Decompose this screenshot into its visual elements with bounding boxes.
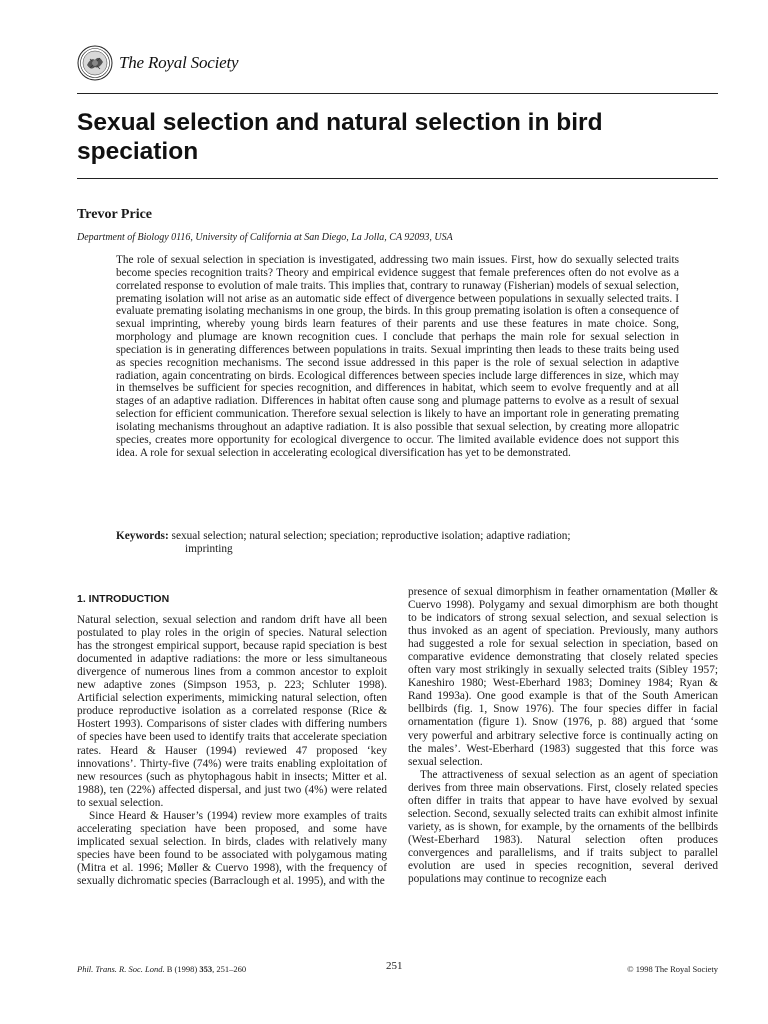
journal-name: Phil. Trans. R. Soc. Lond. [77,964,165,974]
keywords [116,530,679,556]
journal-citation [77,964,246,974]
abstract-text: The role of sexual selection in speciation is investigated, addressing two main issues. First, how do sexually selected traits become species recognition traits? Theory and empirical evidence suggest that female preferences often do not evolve as a correlated response to evolution of male traits. This implies that, contrary to runaway (Fisherian) models of sexual selection, premating isolation will not arise as an automatic side effect of divergence between populations in sexually selected traits. I evaluate premating isolating mechanisms in one group, the birds. In this group premating isolation is often a consequence of sexual imprinting, whereby young birds learn features of their parents and use these features in mate choice. Song, morphology and plumage are known recognition cues. I conclude that perhaps the main role for sexual selection in speciation is in generating differences between populations in traits. Sexual imprinting then leads to these traits being used as species recognition mechanisms. The second issue addressed in this paper is the role of sexual selection in adaptive radiation, again concentrating on birds. Ecological differences between species include large differences in size, which may in themselves be sufficient for species recognition, and differences in habitat, which seem to evolve frequently and at all stages of an adaptive radiation. Differences in habitat often cause song and plumage patterns to evolve as a result of sexual selection for efficient communication. Therefore sexual selection is likely to have an important role in generating premating isolating mechanisms throughout an adaptive radiation. It is also possible that sexual selection, by creating more allopatric species, creates more opportunity for ecological divergence to occur. The limited available evidence does not support this idea. A role for sexual selection in accelerating ecological diversification has yet to be demonstrated. [116,254,679,459]
header-rule [77,93,718,94]
publisher-logo [77,45,238,81]
keywords-list-line2: imprinting [185,543,233,555]
page-number: 251 [386,960,403,972]
keywords-label: Keywords: [116,530,169,542]
paragraph: Since Heard & Hauser’s (1994) review more examples of traits accelerating speciation have been proposed, and some have implicated sexual selection. In birds, clades with relatively many species have been found to be associated with polygamous mating (Mitra et al. 1996; Møller & Cuervo 1998), with the frequency of sexually dichromatic species (Barraclough et al. 1995), and with the [77,809,387,887]
royal-society-seal-icon [77,45,113,81]
author-affiliation: Department of Biology 0116, University of California at San Diego, La Jolla, CA 92093, USA [77,232,453,243]
copyright-notice: © 1998 The Royal Society [627,964,718,974]
journal-series: B [166,964,173,974]
publisher-name: The Royal Society [119,53,239,72]
author-name: Trevor Price [77,207,153,222]
body-column-left [77,593,387,888]
paragraph: The attractiveness of sexual selection as an agent of speciation derives from three main observations. First, closely related species often differ in traits that appear to have have evolved by sexual selection. Second, sexually selected traits can exhibit almost infinite variety, as is shown, for example, by the ornaments of the bellbirds (West-Eberhard 1983). Natural selection often produces convergences and parallelisms, and if traits subject to parallel evolution are used in species recognition, several derived populations may continue to recognize each [408,768,718,886]
paragraph: presence of sexual dimorphism in feather ornamentation (Møller & Cuervo 1998). Polygamy and sexual dimorphism are both thought to be indicators of strong sexual selection, and sexual selection is thus invoked as an agent of speciation. Previously, many authors had suggested a role for sexual selection in speciation, based on comparative evidence demonstrating that closely related species often vary most strikingly in sexually selected traits (Sibley 1957; Kaneshiro 1980; West-Eberhard 1983; Dominey 1984; Ryan & Rand 1993a). One good example is that of the South American bellbirds (fig. 1, Snow 1976). The four species differ in facial ornamentation (figure 1). Snow (1976, p. 88) argued that ‘some very powerful and arbitrary selective force is continually acting on the males’. West-Eberhard (1983) suggested that this force was sexual selection. [408,586,718,768]
body-column-right [408,586,718,886]
keywords-list-line1: sexual selection; natural selection; speciation; reproductive isolation; adaptive radiation; [171,530,571,542]
journal-year: (1998) [174,964,198,974]
journal-pages: , 251–260 [212,964,247,974]
article-title: Sexual selection and natural selection in bird speciation [77,109,603,165]
section-heading: 1. INTRODUCTION [77,593,170,605]
title-rule [77,178,718,179]
paragraph: Natural selection, sexual selection and random drift have all been postulated to play roles in the origin of species. Natural selection has the strongest empirical support, because rapid speciation is best documented in adaptive radiations: the more or less simultaneous divergence of numerous lines from a common ancestor to exploit new adaptive zones (Simpson 1953, p. 223; Schluter 1998). Artificial selection experiments, mimicking natural selection, often produce reproductive isolation as a correlated response (Rice & Hostert 1993). Comparisons of sister clades with differing numbers of species have been used to identify traits that accelerate speciation rates. Heard & Hauser (1994) reviewed 47 proposed ‘key innovations’. Thirty-five (74%) were traits enabling exploitation of new resources (such as phytophagous habit in insects; Mitter et al. 1988), ten (22%) affected dispersal, and just two (4%) were related to sexual selection. [77,614,387,809]
journal-volume: 353 [199,964,213,974]
